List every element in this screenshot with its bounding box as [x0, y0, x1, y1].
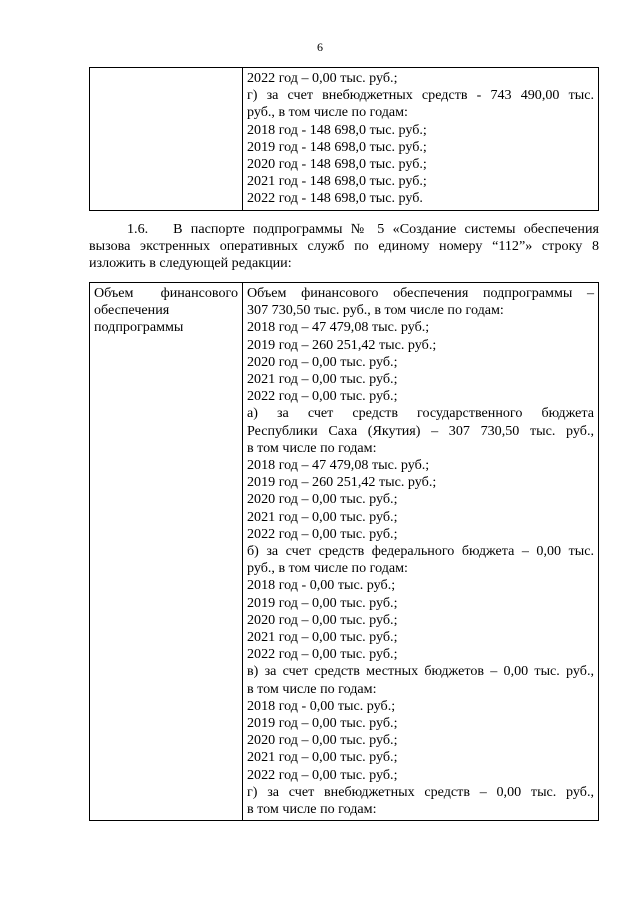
text-line: руб., в том числе по годам: [247, 104, 408, 121]
text-line: Объем финансового обеспечения подпрограммы – [247, 285, 594, 301]
text-line: 2020 год – 0,00 тыс. руб.; [247, 611, 398, 628]
text-line: 2022 год – 0,00 тыс. руб.; [247, 70, 398, 86]
text-line: 2020 год – 0,00 тыс. руб.; [247, 732, 398, 749]
text-line: 2019 год – 260 251,42 тыс. руб.; [247, 474, 437, 491]
table-financing [89, 282, 599, 821]
table-continuation [89, 67, 599, 211]
label-line: Объем финансового [94, 285, 238, 301]
table-cell-left [90, 68, 243, 211]
text-line: 2018 год – 47 479,08 тыс. руб.; [247, 319, 430, 336]
text-line: в том числе по годам: [247, 801, 377, 818]
paragraph-line: вызова экстренных оперативных служб по единому номеру “112”» строку 8 [89, 238, 599, 255]
paragraph-number: 1.6. [127, 221, 149, 237]
label-line: подпрограммы [94, 319, 184, 336]
text-line: 2021 год – 0,00 тыс. руб.; [247, 508, 398, 525]
table-row [90, 68, 599, 211]
text-line: 2019 год - 148 698,0 тыс. руб.; [247, 138, 427, 155]
text-line: 2018 год - 148 698,0 тыс. руб.; [247, 121, 427, 138]
text-line: 307 730,50 тыс. руб., в том числе по годам: [247, 302, 504, 319]
paragraph-text: В паспорте подпрограммы № 5 «Создание системы обеспечения [173, 221, 599, 237]
text-line: 2018 год - 0,00 тыс. руб.; [247, 577, 396, 594]
page-number: 6 [317, 40, 323, 54]
text-line: 2022 год – 0,00 тыс. руб.; [247, 388, 398, 405]
text-line: б) за счет средств федерального бюджета – 0,00 тыс. [247, 543, 594, 560]
text-line: 2021 год – 0,00 тыс. руб.; [247, 629, 398, 646]
text-line: 2019 год – 0,00 тыс. руб.; [247, 715, 398, 732]
text-line: 2021 год – 0,00 тыс. руб.; [247, 371, 398, 388]
table-row [90, 283, 599, 821]
label-line: обеспечения [94, 302, 170, 319]
text-line: а) за счет средств государственного бюджета [247, 405, 594, 422]
text-line: г) за счет внебюджетных средств - 743 490,00 тыс. [247, 87, 594, 104]
text-line: 2022 год – 0,00 тыс. руб.; [247, 766, 398, 783]
table-cell-right [243, 283, 599, 821]
text-line: г) за счет внебюджетных средств – 0,00 тыс. руб., [247, 783, 594, 800]
amendment-paragraph [89, 221, 599, 273]
text-line: 2019 год – 260 251,42 тыс. руб.; [247, 336, 437, 353]
text-line: 2022 год – 0,00 тыс. руб.; [247, 646, 398, 663]
text-line: 2018 год - 0,00 тыс. руб.; [247, 697, 396, 714]
table-cell-right [243, 68, 599, 211]
text-line: в том числе по годам: [247, 680, 377, 697]
text-line: 2019 год – 0,00 тыс. руб.; [247, 594, 398, 611]
text-line: 2021 год - 148 698,0 тыс. руб.; [247, 173, 427, 190]
text-line: 2022 год – 0,00 тыс. руб.; [247, 525, 398, 542]
text-line: 2020 год – 0,00 тыс. руб.; [247, 353, 398, 370]
text-line: 2022 год - 148 698,0 тыс. руб. [247, 190, 423, 207]
text-line: руб., в том числе по годам: [247, 560, 408, 577]
text-line: 2021 год – 0,00 тыс. руб.; [247, 749, 398, 766]
paragraph-line [89, 221, 599, 238]
text-line: в) за счет средств местных бюджетов – 0,00 тыс. руб., [247, 663, 594, 680]
paragraph-line: изложить в следующей редакции: [89, 255, 292, 272]
text-line: 2020 год – 0,00 тыс. руб.; [247, 491, 398, 508]
text-line: Республики Саха (Якутия) – 307 730,50 тыс. руб., [247, 422, 594, 439]
text-line: в том числе по годам: [247, 439, 377, 456]
table-cell-left [90, 283, 243, 821]
text-line: 2020 год - 148 698,0 тыс. руб.; [247, 156, 427, 173]
text-line: 2018 год – 47 479,08 тыс. руб.; [247, 457, 430, 474]
